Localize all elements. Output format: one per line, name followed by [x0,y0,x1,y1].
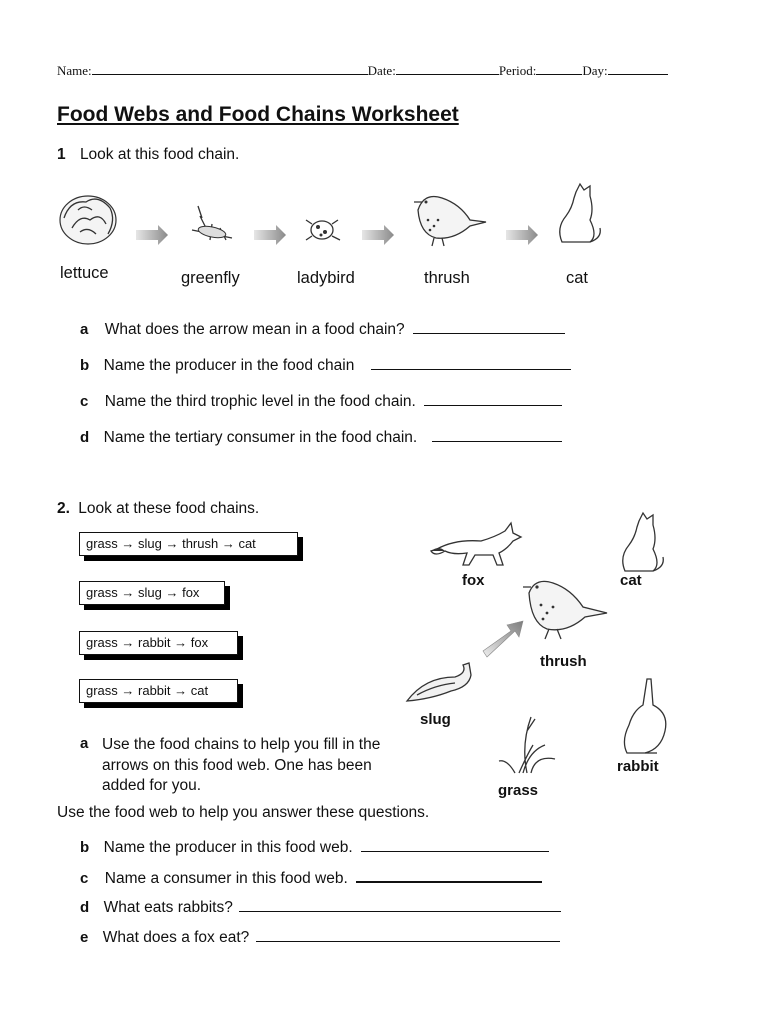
chain-arrow-4 [506,225,538,245]
page-title: Food Webs and Food Chains Worksheet [57,103,459,126]
ladybird-icon [306,220,340,240]
question-1a [80,318,565,339]
question-text: What does the arrow mean in a food chain? [104,321,405,338]
section1-number: 1 [57,146,66,163]
answer-line-2d[interactable] [239,896,561,912]
web-label-grass: grass [498,782,539,799]
answer-line-1a[interactable] [413,318,565,334]
answer-line-1d[interactable] [432,426,562,442]
slug-icon [407,663,471,701]
web-arrow-slug-to-thrush [483,621,523,657]
question-text: Name a consumer in this food web. [104,870,348,887]
period-label: Period: [498,63,537,78]
chain-label-cat: cat [566,269,589,287]
lettuce-icon [60,196,116,244]
food-chain-box-1: grass → slug → thrush → cat [79,532,298,556]
question-letter: d [80,429,90,446]
question-text: What eats rabbits? [103,899,233,916]
question-letter: d [80,899,90,916]
question-letter: a [80,321,89,338]
food-chain-box-3: grass → rabbit → fox [79,631,238,655]
question-letter: b [80,357,90,374]
food-chain-box-2: grass → slug → fox [79,581,225,605]
question-text: What does a fox eat? [102,929,250,946]
period-field[interactable] [536,60,582,75]
chain-arrow-2 [254,225,286,245]
section2-number: 2. [57,500,70,517]
question-1c [80,390,562,411]
web-label-fox: fox [462,572,485,589]
chain-label-ladybird: ladybird [297,269,355,287]
question-letter: a [80,735,89,752]
question-2e [80,926,560,947]
day-field[interactable] [608,60,668,75]
chain-label-lettuce: lettuce [60,264,109,282]
name-field[interactable] [92,60,368,75]
chain-label-greenfly: greenfly [181,269,240,287]
answer-line-2c[interactable] [356,866,542,883]
question-2c [80,866,542,888]
food-web-illustration [395,505,685,785]
question-2d [80,896,561,917]
chain-arrow-3 [362,225,394,245]
answer-line-2b[interactable] [361,836,549,852]
cat-icon [623,513,664,571]
question-1d [80,426,562,447]
question-1b [80,354,571,375]
question-line: arrows on this food web. One has been [102,756,372,774]
answer-line-1b[interactable] [371,354,571,370]
web-label-cat: cat [620,572,642,589]
section1-prompt: Look at this food chain. [79,146,240,163]
question-text: Name the third trophic level in the food chain. [104,393,416,410]
question-text: Name the producer in this food web. [103,839,353,856]
question-2a [80,735,420,797]
question-text [102,735,420,797]
grass-icon [499,717,555,773]
web-label-thrush: thrush [540,653,587,670]
question-letter: c [80,870,89,887]
question-text: Name the tertiary consumer in the food chain. [103,429,418,446]
day-label: Day: [582,63,608,78]
cat-icon [560,184,601,242]
food-chain-box-4: grass → rabbit → cat [79,679,238,703]
question-line: Use the food chains to help you fill in the [102,736,381,753]
date-field[interactable] [396,60,499,75]
thrush-icon [523,581,607,639]
question-letter: b [80,839,90,856]
greenfly-icon [192,206,232,240]
thrush-icon [414,197,486,247]
chain-label-thrush: thrush [424,269,470,287]
food-chain-illustration [50,180,620,260]
section2-prompt: Look at these food chains. [78,500,260,517]
name-label: Name: [57,63,92,78]
answer-line-2e[interactable] [256,926,560,942]
section1-heading [57,146,239,164]
rabbit-icon [624,679,665,753]
section2-heading [57,500,259,518]
food-web-instruction: Use the food web to help you answer these questions. [57,804,430,821]
chain-arrow-1 [136,225,168,245]
question-line: added for you. [102,777,202,794]
question-text: Name the producer in the food chain [103,357,355,374]
date-label: Date: [367,63,396,78]
web-label-slug: slug [420,711,451,728]
answer-line-1c[interactable] [424,390,562,406]
question-2b [80,836,549,857]
fox-icon [431,523,521,565]
question-letter: c [80,393,89,410]
question-letter: e [80,929,89,946]
header-row [57,60,668,79]
web-label-rabbit: rabbit [617,758,659,775]
